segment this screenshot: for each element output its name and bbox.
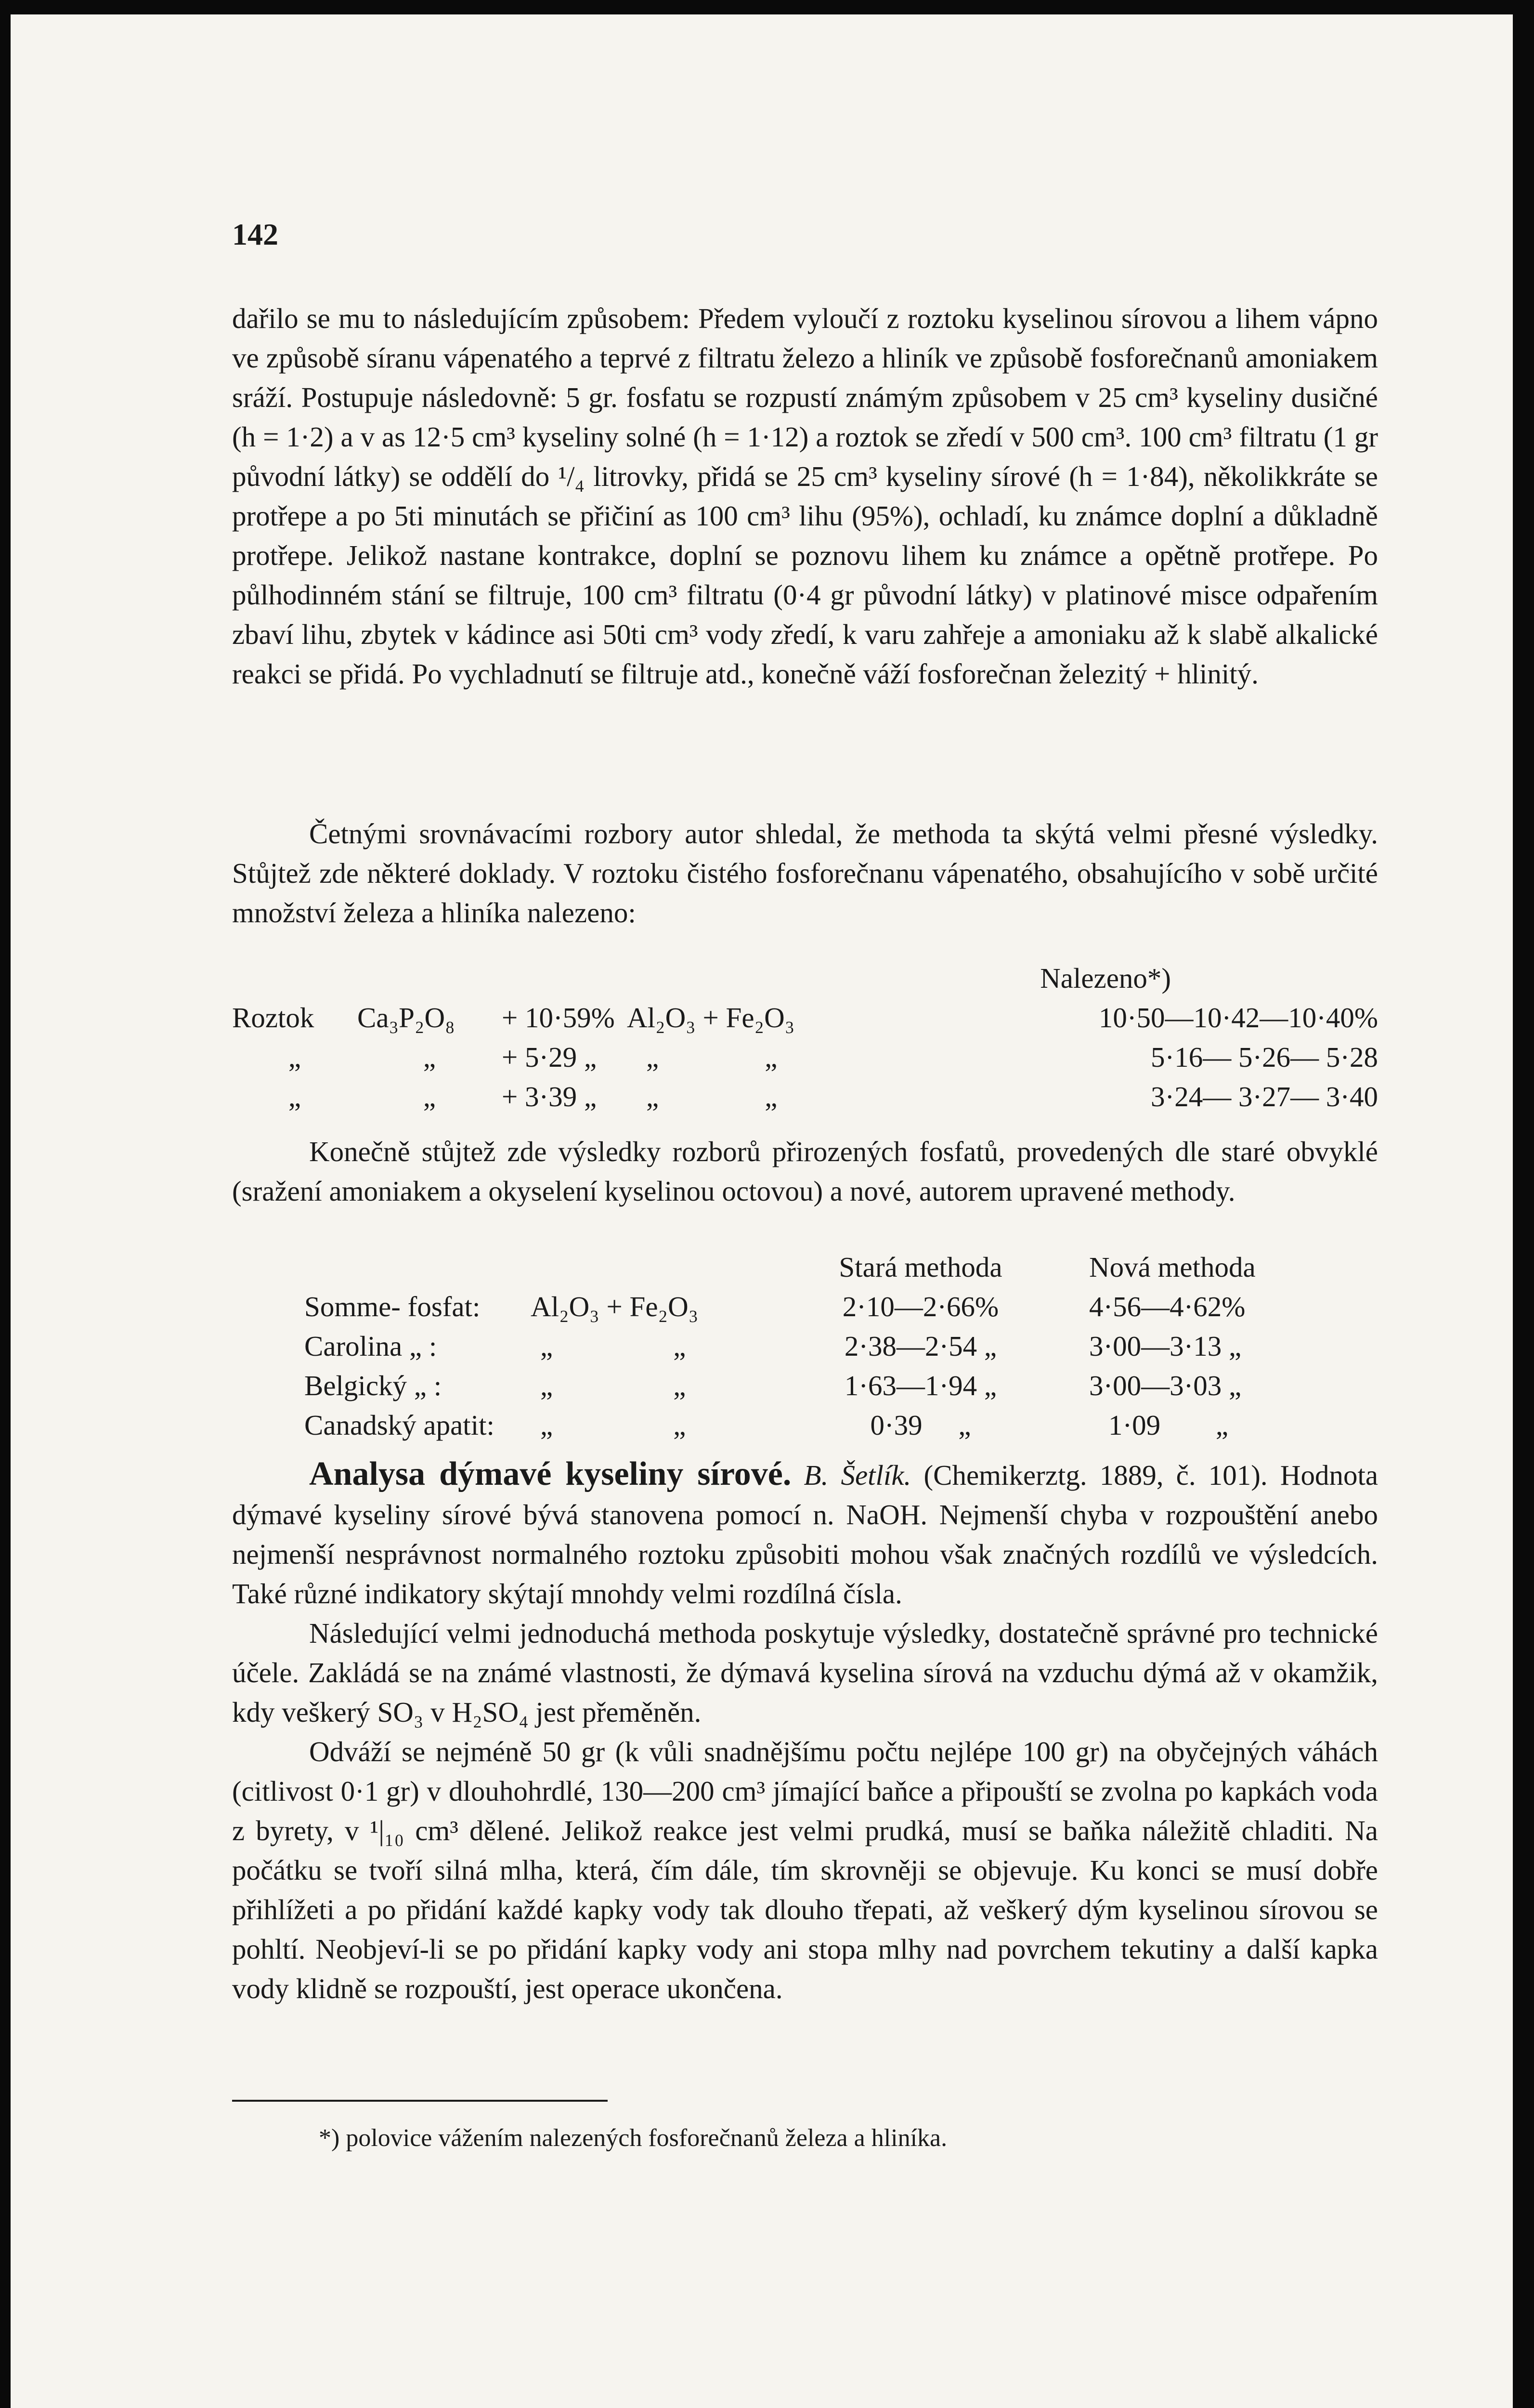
ditto-mark: „ (765, 1081, 778, 1112)
ditto-mark: „ (540, 1370, 553, 1401)
alumina-compound: Al₂O₃ (627, 1002, 696, 1034)
methods-comparison-table (232, 1247, 1378, 1445)
section-text-1: Hodnota dýmavé kyseliny sírové bývá stanovena pomocí n. NaOH. Nejmenší chyba v rozpouštění anebo nejmenší nesprávnost normalného roztoku způsobiti mohou však značných rozdílů ve výsledcích. Také různé indikatory skýtají mnohdy velmi rozdílná čísla. (232, 1459, 1378, 1610)
para3-block (232, 1132, 1378, 1211)
found-values-table (232, 958, 1378, 1116)
solution-label: Roztok (232, 1002, 314, 1034)
iron-oxide-compound: Fe₂O₃ (726, 1002, 795, 1034)
new-method-value: 4·56—4·62% (1089, 1291, 1246, 1322)
ditto-mark: „ (646, 1041, 659, 1073)
ditto-mark: „ (1229, 1370, 1242, 1401)
new-method-value: 3·00—3·03 (1089, 1370, 1222, 1401)
ditto-mark: „ (958, 1409, 971, 1441)
found-value: 10·50—10·42—10·40% (1098, 1002, 1378, 1034)
ditto-mark: „ (646, 1081, 659, 1112)
old-method-value: 1·63—1·94 (844, 1370, 977, 1401)
table2-block (232, 1247, 1378, 1445)
section-author: B. Šetlík. (804, 1459, 911, 1491)
found-value: 3·24— 3·27— 3·40 (1151, 1081, 1378, 1112)
ditto-mark: „ (423, 1081, 436, 1112)
sample-name: Carolina (304, 1330, 403, 1362)
ditto-mark: „ (414, 1370, 427, 1401)
old-method-value: 2·38—2·54 (844, 1330, 977, 1362)
ditto-mark: „ (1229, 1330, 1242, 1362)
ditto-mark: „ (288, 1041, 301, 1073)
compound-label: Al₂O₃ + Fe₂O₃ (531, 1291, 699, 1322)
sample-name: Somme- fosfat: (304, 1291, 481, 1322)
table1-block (232, 958, 1378, 1116)
ditto-mark: „ (540, 1409, 553, 1441)
sample-name: Canadský apatit: (304, 1409, 494, 1441)
natural-phosphates-paragraph: Konečně stůjtež zde výsledky rozborů přirozených fosfatů, provedených dle staré obvyklé (sražení amoniakem a okyselení kyselinou octovou) a nové, autorem upravené methody. (232, 1136, 1378, 1207)
table-row (232, 1287, 1378, 1326)
ditto-mark: „ (673, 1330, 686, 1362)
footnote: *) polovice vážením nalezených fosforečnanů železa a hliníka. (319, 2124, 948, 2152)
added-value: 5·29 (525, 1041, 577, 1073)
ditto-mark: „ (409, 1330, 422, 1362)
new-method-header: Nová methoda (1089, 1251, 1256, 1283)
plus-sign: + (702, 1002, 719, 1034)
new-method-value: 1·09 (1108, 1409, 1161, 1441)
old-method-header: Stará methoda (839, 1251, 1002, 1283)
found-value: 5·16— 5·26— 5·28 (1151, 1041, 1378, 1073)
added-value: 3·39 (525, 1081, 577, 1112)
ditto-mark: „ (765, 1041, 778, 1073)
old-method-value: 0·39 (870, 1409, 923, 1441)
old-method-value: 2·10—2·66% (842, 1291, 999, 1322)
footnote-rule (232, 2100, 608, 2102)
table-row (232, 998, 1378, 1037)
ditto-mark: „ (984, 1330, 997, 1362)
phosphate-compound: Ca₃P₂O₈ (357, 1002, 455, 1034)
para2-block (232, 814, 1378, 932)
ditto-mark: „ (540, 1330, 553, 1362)
added-value: 10·59% (525, 1002, 615, 1034)
plus-sign: + (502, 1041, 518, 1073)
section-title: Analysa dýmavé kyseliny sírové. (309, 1455, 792, 1492)
intro-block (232, 299, 1378, 694)
section-intro-paragraph (232, 1454, 1378, 1613)
ditto-mark: „ (673, 1370, 686, 1401)
page-number: 142 (232, 217, 278, 251)
ditto-mark: „ (584, 1041, 597, 1073)
ditto-mark: „ (288, 1081, 301, 1112)
found-header: Nalezeno*) (1040, 962, 1171, 994)
new-method-value: 3·00—3·13 (1089, 1330, 1222, 1362)
ditto-mark: „ (423, 1041, 436, 1073)
comparison-paragraph: Četnými srovnávacími rozbory autor shledal, že methoda ta skýtá velmi přesné výsledky. Stůjtež zde některé doklady. V roztoku čistého fosforečnanu vápenatého, obsahujícího v sobě určité množství železa a hliníka nalezeno: (232, 818, 1378, 929)
section-paragraph-2: Následující velmi jednoduchá methoda poskytuje výsledky, dostatečně správné pro technické účele. Zakládá se na známé vlastnosti, že dýmavá kyselina sírová na vzduchu dýmá až v okamžik, kdy veškerý SO₃ v H₂SO₄ jest přeměněn. (232, 1617, 1378, 1728)
table-row: Belgický „ : „ „ 1·63—1·94 „ 3·00—3·03 „ (304, 1370, 1242, 1401)
ditto-mark: „ (984, 1370, 997, 1401)
sample-name: Belgický (304, 1370, 407, 1401)
table-row (232, 1077, 1378, 1116)
section-paragraph-3: Odváží se nejméně 50 gr (k vůli snadnějšímu počtu nejlépe 100 gr) na obyčejných váhách (citlivost 0·1 gr) v dlouhohrdlé, 130—200 cm³ jímající baňce a připouští se zvolna po kapkách voda z byrety, v ¹|₁₀ cm³ dělené. Jelikož reakce jest velmi prudká, musí se baňka náležitě chladiti. Na počátku se tvoří silná mlha, která, čím dále, tím skrovněji se objevuje. Ku konci se musí dobře přihlížeti a po přidání každé kapky vody tak dlouho třepati, až veškerý dým kyselinou sírovou se pohltí. Neobjeví-li se po přidání kapky vody ani stopa mlhy nad povrchem tekutiny a další kapka vody klidně se rozpouští, jest operace ukončena. (232, 1736, 1378, 2004)
table-row: Carolina „ : „ „ 2·38—2·54 „ 3·00—3·13 „ (304, 1330, 1242, 1362)
section-block (232, 1454, 1378, 2008)
plus-sign: + (502, 1081, 518, 1112)
ditto-mark: „ (673, 1409, 686, 1441)
table-row (232, 1405, 1378, 1445)
section-citation: (Chemikerztg. 1889, č. 101). (923, 1459, 1268, 1491)
intro-paragraph: dařilo se mu to následujícím způsobem: Předem vyloučí z roztoku kyselinou sírovou a lihem vápno ve způsobě síranu vápenatého a teprvé z filtratu železo a hliník ve způsobě fosforečnanů amoniakem sráží. Postupuje následovně: 5 gr. fosfatu se rozpustí známým způsobem v 25 cm³ kyseliny dusičné (h = 1·2) a v as 12·5 cm³ kyseliny solné (h = 1·12) a roztok se zředí v 500 cm³. 100 cm³ filtratu (1 gr původní látky) se oddělí do ¹/₄ litrovky, přidá se 25 cm³ kyseliny sírové (h = 1·84), několikkráte se protřepe a po 5ti minutách se přičiní as 100 cm³ lihu (95%), ochladí, ku známce doplní a důkladně protřepe. Jelikož nastane kontrakce, doplní se poznovu lihem ku známce a opětně protřepe. Po půlhodinném stání se filtruje, 100 cm³ filtratu (0·4 gr původní látky) v platinové misce odpařením zbaví lihu, zbytek v kádince asi 50ti cm³ vody zředí, k varu zahřeje a amoniaku až k slabě alkalické reakci se přidá. Po vychladnutí se filtruje atd., konečně váží fosforečnan železitý + hlinitý. (232, 302, 1378, 690)
ditto-mark: „ (584, 1081, 597, 1112)
plus-sign: + (502, 1002, 518, 1034)
ditto-mark: „ (1215, 1409, 1229, 1441)
book-page (11, 14, 1513, 2408)
table-row (232, 1037, 1378, 1077)
